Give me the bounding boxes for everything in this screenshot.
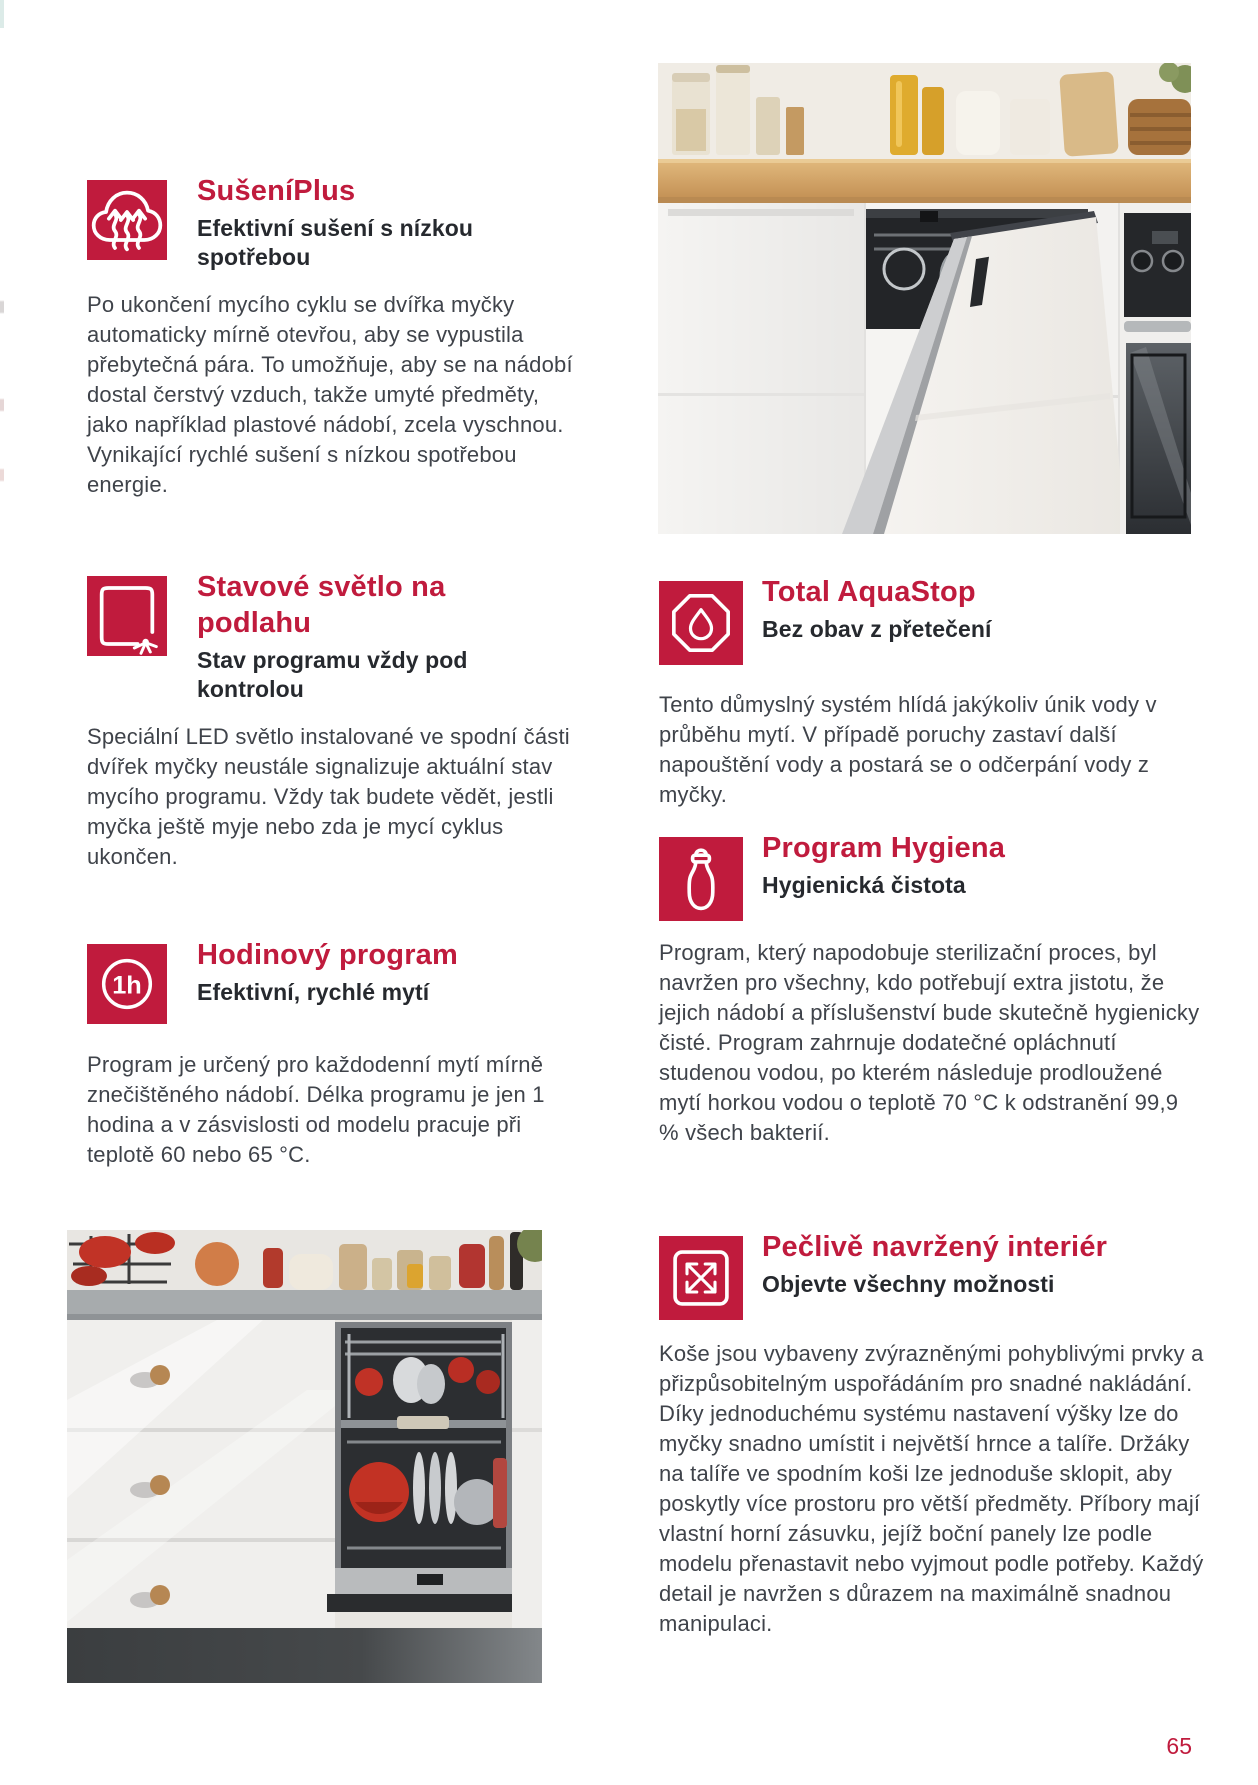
feature-body: Po ukončení mycího cyklu se dvířka myčky automaticky mírně otevřou, aby se vypustila přebytečná pára. To umožňuje, aby se na nádobí dostal čerstvý vzduch, takže umyté předměty, jako například plastové nádobí, zcela vyschnou. Vynikající rychlé sušení s nízkou spotřebou energie.	[87, 292, 573, 497]
feature-title: Hodinový program	[197, 939, 458, 971]
loaded-dishwasher-photo	[67, 1230, 542, 1683]
steam-drying-icon	[87, 180, 167, 260]
feature-program-hygiena	[659, 832, 1202, 921]
one-hour-label: 1h	[112, 971, 142, 1000]
feature-subtitle: Efektivní, rychlé mytí	[197, 979, 430, 1005]
feature-body: Program je určený pro každodenní mytí mírně znečištěného nádobí. Délka programu je jen 1 hodina a v zásvislosti od modelu pracuje při teplotě 60 nebo 65 °C.	[87, 1052, 545, 1167]
feature-subtitle: Hygienická čistota	[762, 872, 966, 898]
feature-total-aquastop	[659, 576, 1202, 665]
feature-title: Total AquaStop	[762, 576, 976, 608]
built-in-oven	[1120, 203, 1191, 534]
page-number: 65	[1166, 1733, 1192, 1759]
feature-subtitle: Bez obav z přetečení	[762, 616, 992, 642]
feature-stavove-svetlo	[87, 571, 492, 704]
feature-peclive-interier	[659, 1231, 1202, 1320]
feature-subtitle: Efektivní sušení s nízkou spotřebou	[197, 215, 474, 270]
feature-body: Speciální LED světlo instalované ve spodní části dvířek myčky neustále signalizuje aktuální stav mycího programu. Vždy tak budete vědět, jestli myčka ještě myje nebo zda je mycí cyklus ukončen.	[87, 724, 570, 869]
feature-title: SušeníPlus	[197, 175, 356, 207]
one-hour-icon	[87, 944, 167, 1024]
feature-hodinovy-program	[87, 939, 492, 1024]
feature-subtitle: Objevte všechny možnosti	[762, 1271, 1055, 1297]
open-dishwasher	[327, 1322, 519, 1612]
stone-countertop	[67, 1290, 542, 1316]
drawer-fronts	[67, 1320, 335, 1630]
feature-subtitle: Stav programu vždy pod kontrolou	[197, 647, 468, 702]
kitchen-dishwasher-photo	[658, 63, 1191, 534]
feature-body: Tento důmyslný systém hlídá jakýkoliv únik vody v průběhu mytí. V případě poruchy zastaví další napouštění vody a postará se o odčerpání vody z myčky.	[659, 692, 1157, 807]
page-edge-artifact	[0, 0, 4, 1785]
feature-suseni-plus	[87, 175, 492, 272]
floor-light-icon	[87, 576, 167, 656]
feature-title: Stavové světlo na podlahu	[197, 571, 446, 639]
aquastop-icon	[659, 581, 743, 665]
kitchen-floor	[67, 1628, 542, 1683]
feature-body: Program, který napodobuje sterilizační proces, byl navržen pro všechny, kdo potřebují extra jistotu, že jejich nádobí a příslušenství bude skutečně hygienicky čisté. Program zahrnuje dodatečné opláchnutí studenou vodou, po kterém následuje prodloužené mytí horkou vodou o teplotě 70 °C k odstranění 99,9 % všech bakterií.	[659, 940, 1200, 1145]
wood-countertop	[658, 159, 1191, 203]
hygiene-bottle-icon	[659, 837, 743, 921]
feature-title: Pečlivě navržený interiér	[762, 1231, 1108, 1263]
feature-body: Koše jsou vybaveny zvýrazněnými pohyblivými prvky a přizpůsobitelným uspořádáním pro snadné nakládání. Díky jednoduchému systému nastavení výšky lze do myčky snadno umístit i největší hrnce a talíře. Držáky na talíře ve spodním koši lze jednoduše sklopit, aby poskytly více prostoru pro větší předměty. Příbory mají vlastní horní zásuvku, jejíž boční panely lze podle modelu přenastavit nebo vyjmout podle potřeby. Každý detail je navržen s důrazem na maximálně snadnou manipulaci.	[659, 1341, 1204, 1636]
interior-expand-icon	[659, 1236, 743, 1320]
feature-title: Program Hygiena	[762, 832, 1006, 864]
